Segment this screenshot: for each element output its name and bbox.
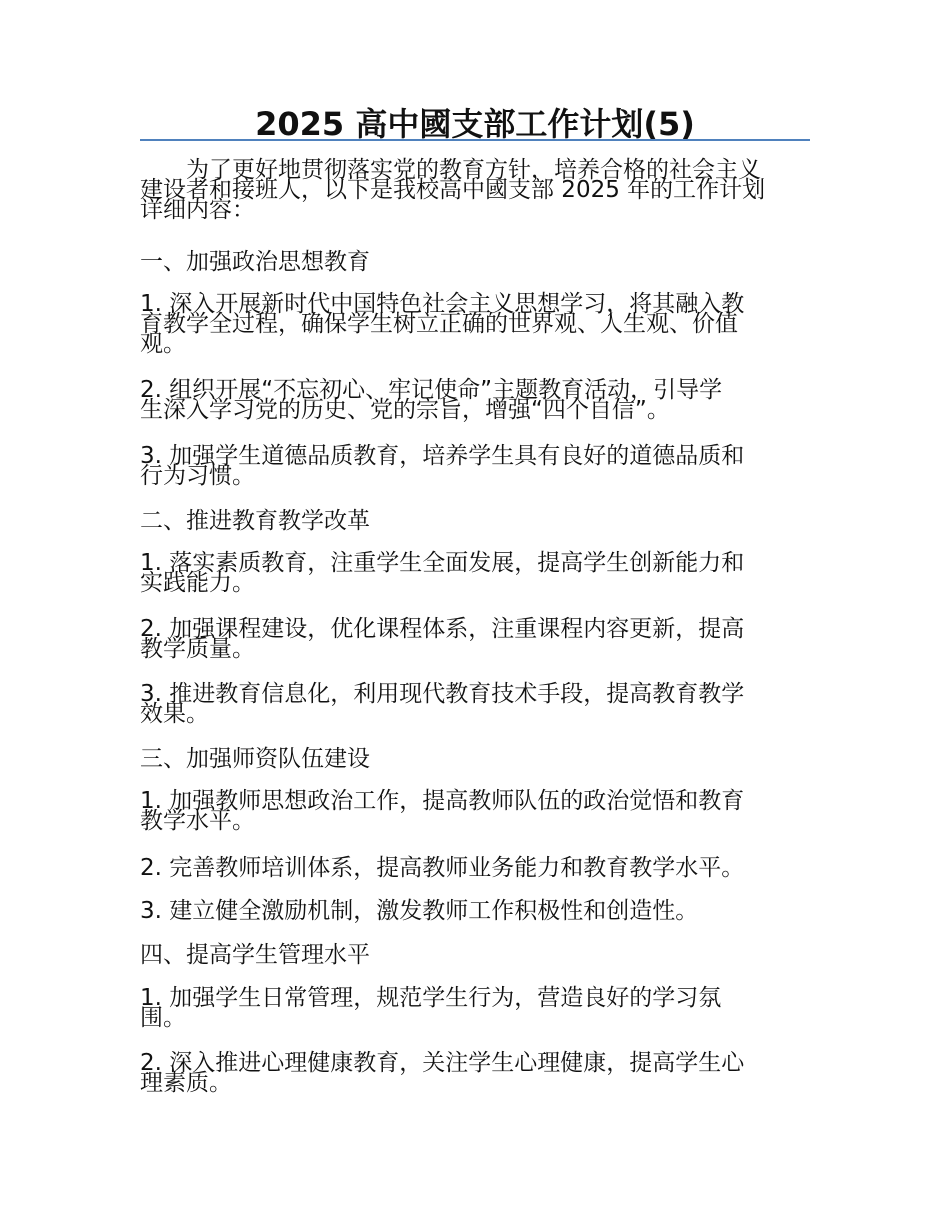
text-line: 理素质。 — [140, 1070, 232, 1096]
list-item — [140, 443, 810, 489]
text-line: 观。 — [140, 331, 186, 357]
list-item — [140, 1050, 810, 1096]
list-item — [140, 788, 810, 834]
text-line: 围。 — [140, 1005, 186, 1031]
text-line: 1. 加强教师思想政治工作，提高教师队伍的政治觉悟和教育 — [140, 788, 745, 814]
document-title: 2025 高中國支部工作计划(5) — [255, 105, 695, 143]
text-line: 2. 加强课程建设，优化课程体系，注重课程内容更新，提高 — [140, 616, 745, 642]
text-line: 生深入学习党的历史、党的宗旨，增强“四个自信”。 — [140, 397, 670, 423]
list-item — [140, 855, 810, 881]
text-line: 建设者和接班人，以下是我校高中國支部 2025 年的工作计划 — [140, 177, 766, 203]
text-line: 3. 建立健全激励机制，激发教师工作积极性和创造性。 — [140, 898, 699, 924]
text-line: 2. 完善教师培训体系，提高教师业务能力和教育教学水平。 — [140, 855, 745, 881]
text-line: 1. 加强学生日常管理，规范学生行为，营造良好的学习氛 — [140, 985, 722, 1011]
list-item — [140, 898, 810, 924]
text-line: 实践能力。 — [140, 570, 255, 596]
title-underline — [140, 139, 810, 141]
list-item — [140, 377, 810, 423]
list-item — [140, 985, 810, 1031]
section-heading: 一、加强政治思想教育 — [140, 249, 370, 275]
intro-paragraph — [140, 157, 810, 223]
text-line: 教学质量。 — [140, 636, 255, 662]
text-line: 育教学全过程，确保学生树立正确的世界观、人生观、价值 — [140, 311, 738, 337]
text-line: 2. 组织开展“不忘初心、牢记使命”主题教育活动，引导学 — [140, 377, 723, 403]
text-line: 3. 推进教育信息化，利用现代教育技术手段，提高教育教学 — [140, 681, 745, 707]
text-line: 行为习惯。 — [140, 463, 255, 489]
section-heading: 二、推进教育教学改革 — [140, 508, 370, 534]
text-line: 2. 深入推进心理健康教育，关注学生心理健康，提高学生心 — [140, 1050, 745, 1076]
text-line: 为了更好地贯彻落实党的教育方针，培养合格的社会主义 — [140, 157, 761, 183]
text-line: 1. 落实素质教育，注重学生全面发展，提高学生创新能力和 — [140, 550, 745, 576]
text-line: 教学水平。 — [140, 808, 255, 834]
text-line: 1. 深入开展新时代中国特色社会主义思想学习，将其融入教 — [140, 291, 745, 317]
text-line: 详细内容： — [140, 197, 255, 223]
text-line: 效果。 — [140, 701, 209, 727]
section-heading: 三、加强师资队伍建设 — [140, 746, 370, 772]
list-item — [140, 616, 810, 662]
text-line: 3. 加强学生道德品质教育，培养学生具有良好的道德品质和 — [140, 443, 745, 469]
list-item — [140, 550, 810, 596]
section-heading: 四、提高学生管理水平 — [140, 942, 370, 968]
list-item — [140, 291, 810, 357]
list-item — [140, 681, 810, 727]
